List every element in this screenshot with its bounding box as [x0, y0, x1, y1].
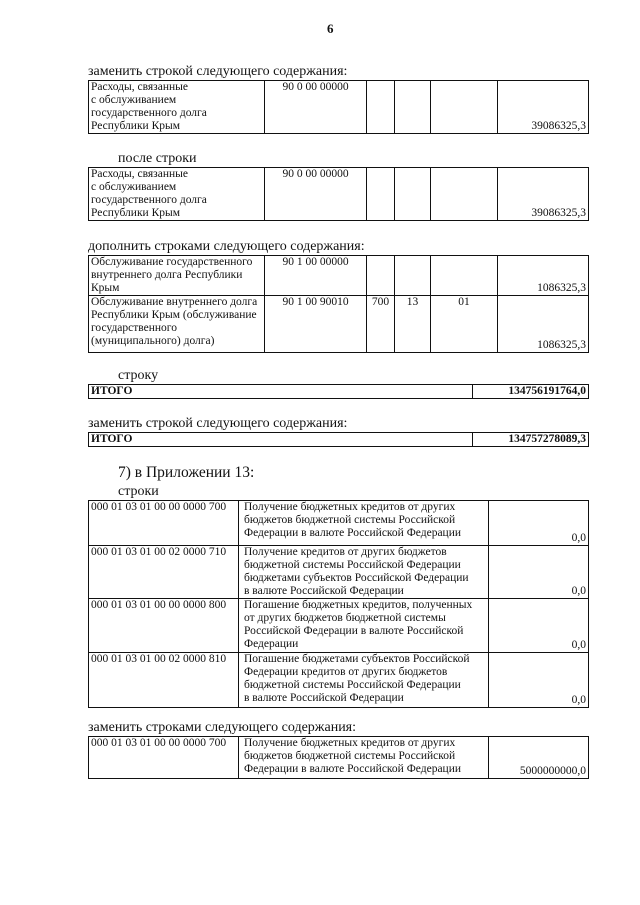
classification-code-cell: 000 01 03 01 00 00 0000 700 [89, 501, 239, 546]
expense-name-line: Обслуживание государственного [91, 256, 253, 268]
expense-name-line: Крым [91, 282, 120, 294]
appendix-title: 7) в Приложении 13: [118, 464, 255, 481]
classification-code-cell: 000 01 03 01 00 00 0000 800 [89, 599, 239, 653]
expense-name-line: (муниципального) долга) [91, 335, 215, 347]
expense-type-cell [367, 256, 395, 296]
target-code-cell: 90 1 00 90010 [265, 296, 367, 353]
description-line: Получение бюджетных кредитов от других [244, 501, 456, 513]
instruction-replace-total: заменить строкой следующего содержания: [88, 416, 348, 431]
description-line: Федерации в валюте Российской Федерации [244, 763, 462, 775]
total-table-replacement [88, 432, 589, 447]
description-line: бюджетной системы Российской Федерации [244, 559, 461, 571]
total-label-cell: ИТОГО [89, 433, 473, 447]
expense-type-cell: 700 [367, 296, 395, 353]
description-line: в валюте Российской Федерации [244, 692, 404, 704]
description-line: Федерации [244, 638, 299, 650]
subsection-cell [431, 256, 498, 296]
amount-cell: 5000000000,0 [489, 737, 589, 779]
table-row [89, 168, 589, 221]
table-row [89, 737, 589, 779]
total-table-original [88, 384, 589, 399]
expense-name-cell [89, 168, 265, 221]
expense-name-line: Республики Крым [91, 120, 180, 132]
instruction-rows: строки [118, 484, 159, 499]
table-row [89, 296, 589, 353]
expense-name-line: государственного [91, 322, 177, 334]
expense-name-cell [89, 81, 265, 134]
classification-code-cell: 000 01 03 01 00 02 0000 710 [89, 546, 239, 599]
table-row [89, 599, 589, 653]
instruction-replace-row: заменить строкой следующего содержания: [88, 64, 348, 79]
expense-name-line: государственного долга [91, 194, 207, 206]
target-code-cell: 90 0 00 00000 [265, 81, 367, 134]
description-cell [239, 599, 489, 653]
expense-name-line: государственного долга [91, 107, 207, 119]
expense-name-line: Республики Крым (обслуживание [91, 309, 257, 321]
subsection-cell [431, 168, 498, 221]
total-amount-cell: 134757278089,3 [473, 433, 589, 447]
description-line: Российской Федерации в валюте Российской [244, 625, 464, 637]
description-line: Погашение бюджетных кредитов, полученных [244, 599, 473, 611]
page-number: 6 [327, 21, 334, 36]
sources-table-original [88, 500, 589, 708]
amount-cell: 39086325,3 [498, 168, 589, 221]
description-line: Федерации в валюте Российской Федерации [244, 527, 462, 539]
description-line: от других бюджетов бюджетной системы [244, 612, 446, 624]
description-line: бюджетов бюджетной системы Российской [244, 514, 456, 526]
instruction-add-rows: дополнить строками следующего содержания: [88, 239, 365, 254]
table-row [89, 546, 589, 599]
table-row [89, 385, 589, 399]
expense-table-replacement [88, 80, 589, 134]
expense-name-line: с обслуживанием [91, 94, 177, 106]
expense-name-line: Республики Крым [91, 207, 180, 219]
subsection-cell [431, 81, 498, 134]
expense-name-line: с обслуживанием [91, 181, 177, 193]
instruction-after-row: после строки [118, 151, 197, 166]
table-row [89, 501, 589, 546]
table-row [89, 653, 589, 708]
expense-name-line: внутреннего долга Республики [91, 269, 243, 281]
section-cell [395, 168, 431, 221]
expense-table-anchor [88, 167, 589, 221]
expense-name-cell [89, 256, 265, 296]
description-line: Получение кредитов от других бюджетов [244, 546, 447, 558]
amount-cell: 1086325,3 [498, 256, 589, 296]
section-cell [395, 256, 431, 296]
expense-name-line: Обслуживание внутреннего долга [91, 296, 258, 308]
amount-cell: 39086325,3 [498, 81, 589, 134]
instruction-row: строку [118, 368, 159, 383]
description-line: бюджетов бюджетной системы Российской [244, 750, 456, 762]
amount-cell: 1086325,3 [498, 296, 589, 353]
expense-table-additions [88, 255, 589, 353]
amount-cell: 0,0 [489, 546, 589, 599]
expense-name-line: Расходы, связанные [91, 168, 188, 180]
description-line: бюджетной системы Российской Федерации [244, 679, 461, 691]
description-line: бюджетами субъектов Российской Федерации [244, 572, 469, 584]
subsection-cell: 01 [431, 296, 498, 353]
target-code-cell: 90 1 00 00000 [265, 256, 367, 296]
description-line: в валюте Российской Федерации [244, 585, 404, 597]
amount-cell: 0,0 [489, 501, 589, 546]
description-cell [239, 737, 489, 779]
total-amount-cell: 134756191764,0 [473, 385, 589, 399]
amount-cell: 0,0 [489, 653, 589, 708]
sources-table-replacement [88, 736, 589, 779]
classification-code-cell: 000 01 03 01 00 02 0000 810 [89, 653, 239, 708]
table-row [89, 433, 589, 447]
section-cell [395, 81, 431, 134]
expense-name-cell [89, 296, 265, 353]
expense-name-line: Расходы, связанные [91, 81, 188, 93]
target-code-cell: 90 0 00 00000 [265, 168, 367, 221]
expense-type-cell [367, 81, 395, 134]
description-cell [239, 653, 489, 708]
description-line: Получение бюджетных кредитов от других [244, 737, 456, 749]
expense-type-cell [367, 168, 395, 221]
total-label-cell: ИТОГО [89, 385, 473, 399]
description-cell [239, 501, 489, 546]
table-row [89, 81, 589, 134]
section-cell: 13 [395, 296, 431, 353]
description-line: Погашение бюджетами субъектов Российской [244, 653, 470, 665]
classification-code-cell: 000 01 03 01 00 00 0000 700 [89, 737, 239, 779]
table-row [89, 256, 589, 296]
description-cell [239, 546, 489, 599]
instruction-replace-rows: заменить строками следующего содержания: [88, 720, 357, 735]
amount-cell: 0,0 [489, 599, 589, 653]
description-line: Федерации кредитов от других бюджетов [244, 666, 448, 678]
